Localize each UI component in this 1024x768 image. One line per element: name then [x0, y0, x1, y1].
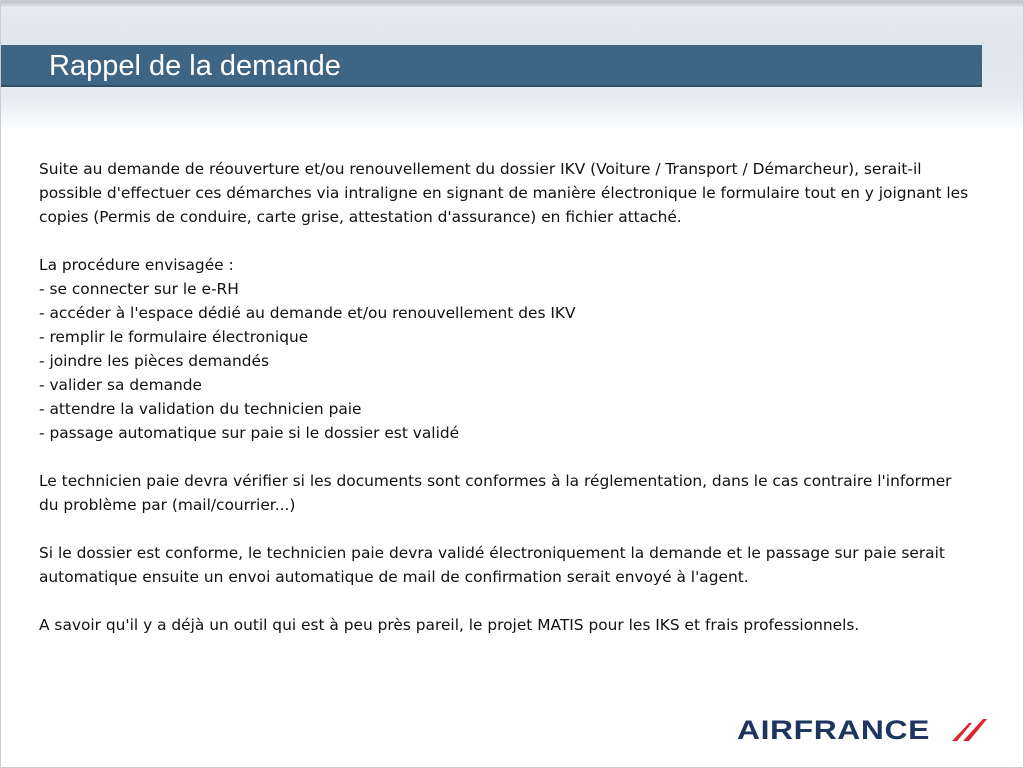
slide-title: Rappel de la demande: [49, 50, 341, 82]
conformity-paragraph: Si le dossier est conforme, le technicien paie devra validé électroniquement la demande et le passage sur paie serait automatique ensuite un envoi automatique de mail de confirmation serait envoyé à l'agent.: [39, 544, 945, 586]
procedure-step: - attendre la validation du technicien paie: [39, 400, 362, 418]
procedure-step: - passage automatique sur paie si le dossier est validé: [39, 424, 460, 442]
air-france-logo: [737, 713, 930, 747]
slide-body: [39, 157, 974, 661]
swoosh-icon: [949, 717, 989, 743]
procedure-step: - se connecter sur le e-RH: [39, 280, 239, 298]
logo-text: AIRFRANCE: [737, 714, 930, 745]
procedure-title: La procédure envisagée :: [39, 256, 234, 274]
procedure-step: - valider sa demande: [39, 376, 202, 394]
title-bar: [1, 45, 982, 87]
procedure-list: [39, 253, 974, 445]
verification-paragraph: Le technicien paie devra vérifier si les documents sont conformes à la réglementation, dans le cas contraire l'informer du problème par (mail/courrier...): [39, 472, 952, 514]
intro-paragraph: Suite au demande de réouverture et/ou renouvellement du dossier IKV (Voiture / Transport / Démarcheur), serait-il possible d'effectuer ces démarches via intraligne en signant de manière électronique le formulaire tout en y joignant les copies (Permis de conduire, carte grise, attestation d'assurance) en fichier attaché.: [39, 160, 969, 226]
procedure-step: - accéder à l'espace dédié au demande et/ou renouvellement des IKV: [39, 304, 576, 322]
procedure-step: - remplir le formulaire électronique: [39, 328, 309, 346]
header-band: [1, 1, 1024, 127]
procedure-step: - joindre les pièces demandés: [39, 352, 269, 370]
matis-paragraph: A savoir qu'il y a déjà un outil qui est à peu près pareil, le projet MATIS pour les IKS et frais professionnels.: [39, 616, 860, 634]
